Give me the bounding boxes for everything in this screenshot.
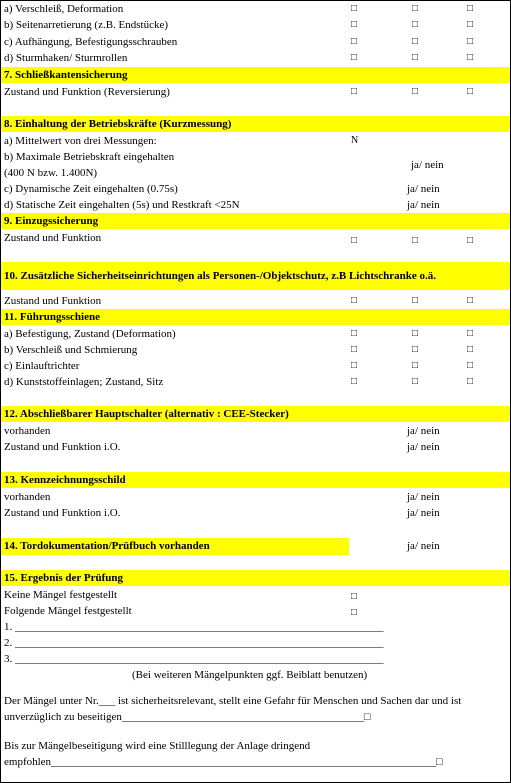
checkbox[interactable]: □ xyxy=(351,235,358,246)
checkbox[interactable]: □ xyxy=(467,376,474,387)
item-zusatz-sicherheit: Zustand und Funktion □ □ □ xyxy=(4,295,474,307)
item-sturmhaken: d) Sturmhaken/ Sturmrollen □ □ □ xyxy=(4,52,474,64)
ja-nein-option[interactable]: ja/ nein xyxy=(407,183,440,195)
checkbox[interactable]: □ xyxy=(412,52,419,63)
item-schmierung: b) Verschleiß und Schmierung □ □ □ xyxy=(4,344,474,356)
paragraph-stilllegung: Bis zur Mängelbeseitigung wird eine Stilllegung der Anlage dringend empfohlen______________________________________________________________________□ xyxy=(4,740,443,768)
defect-line-1[interactable]: 1. ___________________________________________________________________ xyxy=(4,621,384,633)
item-seitenarretierung: b) Seitenarretierung (z.B. Endstücke) □ □ □ xyxy=(4,19,474,31)
item-keine-maengel: Keine Mängel festgestellt □ xyxy=(1,587,510,603)
section-11-header: 11. Führungsschiene xyxy=(1,309,510,325)
item-hauptschalter-vorhanden: vorhanden ja/ nein xyxy=(4,425,440,437)
checkbox[interactable]: □ xyxy=(412,36,419,47)
checkbox[interactable]: □ xyxy=(412,235,419,246)
checkbox[interactable]: □ xyxy=(412,360,419,371)
item-statische-zeit: d) Statische Zeit eingehalten (5s) und Restkraft <25N ja/ nein xyxy=(4,199,440,211)
checkbox[interactable]: □ xyxy=(467,3,474,14)
section-7-header: 7. Schließkantensicherung xyxy=(1,67,510,83)
checkbox[interactable]: □ xyxy=(467,328,474,339)
section-14-row xyxy=(1,538,510,554)
section-13-header: 13. Kennzeichnungsschild xyxy=(1,472,510,488)
ja-nein-option[interactable]: ja/ nein xyxy=(411,159,444,171)
checkbox[interactable]: □ xyxy=(467,86,474,97)
item-max-betriebskraft: b) Maximale Betriebskraft eingehalten xyxy=(4,151,175,163)
item-verschleiss: a) Verschleiß, Deformation □ □ □ xyxy=(4,3,474,15)
ja-nein-option[interactable]: ja/ nein xyxy=(407,425,440,437)
checkbox[interactable]: □ xyxy=(467,19,474,30)
defect-line-2[interactable]: 2. ___________________________________________________________________ xyxy=(4,637,384,649)
checkbox[interactable]: □ xyxy=(351,376,358,387)
section-8-header: 8. Einhaltung der Betriebskräfte (Kurzmessung) xyxy=(1,116,510,132)
ja-nein-option[interactable]: ja/ nein xyxy=(407,540,440,552)
item-einzug: Zustand und Funktion □ □ □ xyxy=(1,230,510,246)
item-befestigung: a) Befestigung, Zustand (Deformation) □ □ □ xyxy=(4,328,474,340)
ja-nein-option[interactable]: ja/ nein xyxy=(407,507,440,519)
ja-nein-option[interactable]: ja/ nein xyxy=(407,441,440,453)
checkbox[interactable]: □ xyxy=(412,86,419,97)
checkbox[interactable]: □ xyxy=(467,52,474,63)
section-15-header: 15. Ergebnis der Prüfung xyxy=(1,570,510,586)
checkbox[interactable]: □ xyxy=(351,52,358,63)
item-schild-funktion: Zustand und Funktion i.O. ja/ nein xyxy=(4,507,440,519)
ja-nein-option[interactable]: ja/ nein xyxy=(407,491,440,503)
checkbox[interactable]: □ xyxy=(351,19,358,30)
ja-nein-option[interactable]: ja/ nein xyxy=(407,199,440,211)
section-10-header: 10. Zusätzliche Sicherheitseinrichtungen als Personen-/Objektschutz, z.B Lichtschranke o.ä. xyxy=(1,262,510,290)
checkbox[interactable]: □ xyxy=(412,3,419,14)
section-9-header: 9. Einzugssicherung xyxy=(1,213,510,229)
checkbox[interactable]: □ xyxy=(351,607,358,618)
checkbox[interactable]: □ xyxy=(351,591,358,602)
checkbox[interactable]: □ xyxy=(412,19,419,30)
checkbox[interactable]: □ xyxy=(467,36,474,47)
checkbox[interactable]: □ xyxy=(351,344,358,355)
item-folgende-maengel: Folgende Mängel festgestellt □ xyxy=(1,603,510,619)
item-hauptschalter-funktion: Zustand und Funktion i.O. ja/ nein xyxy=(4,441,440,453)
checkbox[interactable]: □ xyxy=(351,295,358,306)
checkbox[interactable]: □ xyxy=(467,295,474,306)
checkbox[interactable]: □ xyxy=(351,3,358,14)
checkbox[interactable]: □ xyxy=(412,344,419,355)
note-beiblatt: (Bei weiteren Mängelpunkten ggf. Beiblatt benutzen) xyxy=(132,669,368,681)
item-schild-vorhanden: vorhanden ja/ nein xyxy=(4,491,440,503)
checkbox[interactable]: □ xyxy=(351,328,358,339)
defect-line-3[interactable]: 3. ___________________________________________________________________ xyxy=(4,653,384,665)
checkbox[interactable]: □ xyxy=(412,376,419,387)
section-14-header: 14. Tordokumentation/Prüfbuch vorhanden xyxy=(1,538,349,555)
item-kunststoffeinlagen: d) Kunststoffeinlagen; Zustand, Sitz □ □ □ xyxy=(4,376,474,388)
section-12-header: 12. Abschließbarer Hauptschalter (alternativ : CEE-Stecker) xyxy=(1,406,510,422)
paragraph-sicherheitsrelevant: Der Mängel unter Nr.___ ist sicherheitsrelevant, stellt eine Gefahr für Menschen und Sachen dar und ist unverzüglich zu beseitigen____________________________________________□ xyxy=(4,695,462,723)
item-mittelwert: a) Mittelwert von drei Messungen: N xyxy=(4,135,359,147)
item-max-betriebskraft-2: (400 N bzw. 1.400N) xyxy=(4,167,98,179)
checkbox[interactable]: □ xyxy=(351,360,358,371)
checkbox[interactable]: □ xyxy=(351,36,358,47)
item-aufhaengung: c) Aufhängung, Befestigungsschrauben □ □ □ xyxy=(4,36,474,48)
item-einlauftrichter: c) Einlauftrichter □ □ □ xyxy=(4,360,474,372)
item-dynamische-zeit: c) Dynamische Zeit eingehalten (0.75s) ja/ nein xyxy=(4,183,440,195)
checkbox[interactable]: □ xyxy=(467,360,474,371)
checkbox[interactable]: □ xyxy=(467,235,474,246)
checkbox[interactable]: □ xyxy=(412,295,419,306)
item-reversierung: Zustand und Funktion (Reversierung) □ □ □ xyxy=(4,86,474,98)
checkbox[interactable]: □ xyxy=(412,328,419,339)
checkbox[interactable]: □ xyxy=(351,86,358,97)
checkbox[interactable]: □ xyxy=(467,344,474,355)
unit-newton: N xyxy=(351,135,359,146)
